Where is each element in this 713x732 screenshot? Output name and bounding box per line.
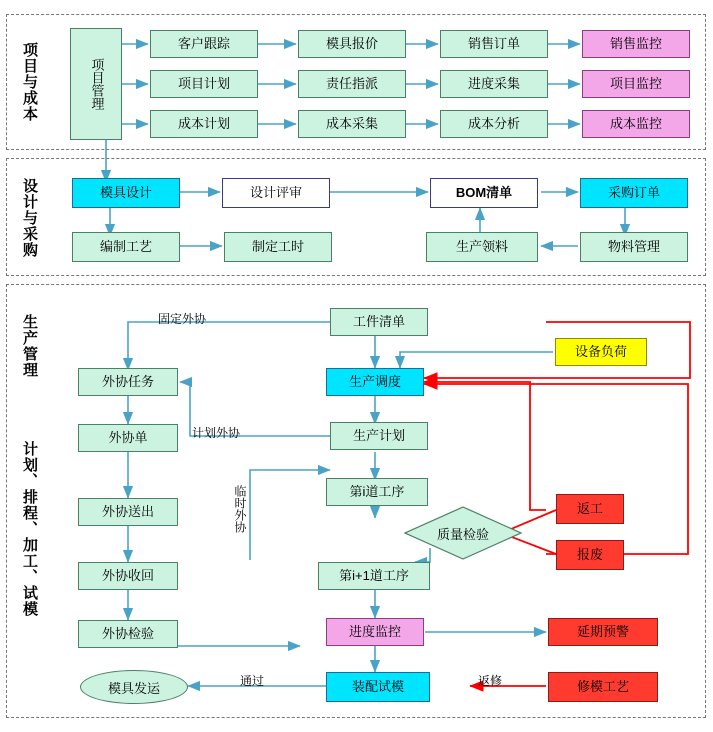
node-production-schedule[interactable]: 生产调度 — [326, 368, 424, 396]
section-label-production-detail: 计划、排程、加工、试模 — [21, 441, 38, 617]
node-workpiece-list[interactable]: 工件清单 — [330, 308, 428, 336]
node-process-i1[interactable]: 第i+1道工序 — [318, 562, 430, 590]
node-cost-plan[interactable]: 成本计划 — [150, 110, 258, 138]
node-production-plan[interactable]: 生产计划 — [330, 422, 428, 450]
node-cost-monitor[interactable]: 成本监控 — [582, 110, 690, 138]
node-project-plan[interactable]: 项目计划 — [150, 70, 258, 98]
node-progress-monitor[interactable]: 进度监控 — [326, 618, 424, 646]
section-label-production: 生产管理 — [21, 314, 38, 378]
node-scrap[interactable]: 报废 — [556, 540, 624, 570]
node-quality-check-label: 质量检验 — [436, 526, 489, 542]
node-sales-order[interactable]: 销售订单 — [440, 30, 548, 58]
edge-label-repair: 返修 — [478, 674, 503, 688]
node-outsource-recv[interactable]: 外协收回 — [78, 562, 178, 590]
node-process-compile[interactable]: 编制工艺 — [72, 232, 180, 262]
node-cost-collect[interactable]: 成本采集 — [298, 110, 406, 138]
node-material-mgmt[interactable]: 物料管理 — [580, 232, 688, 262]
node-mold-design[interactable]: 模具设计 — [72, 178, 180, 208]
node-duty-assign[interactable]: 责任指派 — [298, 70, 406, 98]
node-customer-tracking[interactable]: 客户跟踪 — [150, 30, 258, 58]
node-process-i[interactable]: 第i道工序 — [326, 478, 428, 506]
node-mold-ship-label: 模具发运 — [107, 680, 160, 696]
edge-label-pass: 通过 — [240, 674, 265, 688]
section-label-design: 设计与采购 — [21, 178, 38, 258]
node-quality-check[interactable] — [404, 506, 522, 560]
node-project-mgmt[interactable]: 项目管理 — [70, 28, 122, 140]
node-purchase-order[interactable]: 采购订单 — [580, 178, 688, 208]
node-cost-analysis[interactable]: 成本分析 — [440, 110, 548, 138]
node-delay-alert[interactable]: 延期预警 — [548, 618, 658, 646]
node-outsource-sheet[interactable]: 外协单 — [78, 424, 178, 452]
node-sales-monitor[interactable]: 销售监控 — [582, 30, 690, 58]
node-outsource-check[interactable]: 外协检验 — [78, 620, 178, 648]
node-mold-quote[interactable]: 模具报价 — [298, 30, 406, 58]
node-production-pick[interactable]: 生产领料 — [426, 232, 538, 262]
node-design-review[interactable]: 设计评审 — [222, 178, 330, 208]
node-work-hour[interactable]: 制定工时 — [224, 232, 332, 262]
edge-label-fixed-outsource: 固定外协 — [158, 312, 207, 326]
node-bom-list[interactable]: BOM清单 — [430, 178, 538, 208]
node-outsource-task[interactable]: 外协任务 — [78, 368, 178, 396]
node-progress-collect[interactable]: 进度采集 — [440, 70, 548, 98]
edge-label-planned-outsource: 计划外协 — [192, 426, 241, 440]
node-repair-process[interactable]: 修模工艺 — [548, 672, 658, 702]
node-mold-ship[interactable] — [80, 670, 188, 704]
edge-label-temp-outsource: 临时外协 — [233, 485, 247, 533]
node-rework[interactable]: 返工 — [556, 494, 624, 524]
node-assembly-trial[interactable]: 装配试模 — [326, 672, 430, 702]
node-equipment-load[interactable]: 设备负荷 — [555, 338, 647, 366]
section-label-project: 项目与成本 — [21, 42, 38, 122]
node-outsource-send[interactable]: 外协送出 — [78, 498, 178, 526]
node-project-monitor[interactable]: 项目监控 — [582, 70, 690, 98]
